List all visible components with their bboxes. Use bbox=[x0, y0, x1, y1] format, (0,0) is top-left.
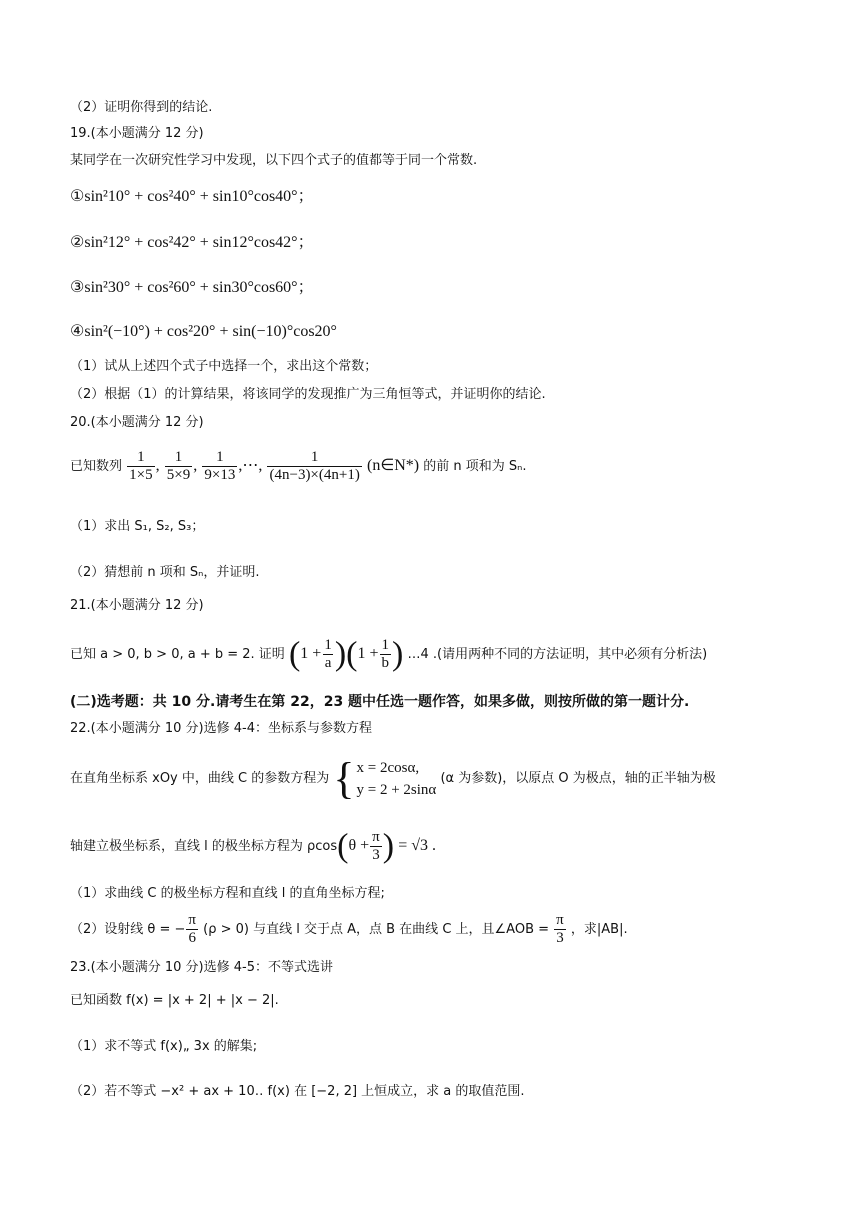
section-heading: (二)选考题：共 10 分.请考生在第 22，23 题中任选一题作答，如果多做，则按所做的第一题计分. bbox=[70, 694, 690, 710]
q22-part1: （1）求曲线 C 的极坐标方程和直线 l 的直角坐标方程; bbox=[70, 886, 385, 901]
q20-fraction-1: $\frac{1}{1\times 5}$ bbox=[129, 449, 153, 483]
q22-line2: 轴建立极坐标系，直线 l 的极坐标方程为 ρcos(θ + $\frac{\pi}{3}$ ) = √3 . bbox=[70, 827, 437, 865]
q23-lead: 已知函数 f(x) = |x + 2| + |x − 2|. bbox=[70, 993, 279, 1008]
q22-fraction-pi-3b: $\frac{\pi}{3}$ bbox=[556, 912, 564, 946]
q22-tail: (α 为参数)，以原点 O 为极点，轴的正半轴为极 bbox=[440, 771, 716, 786]
q21-fraction-a: $\frac{1}{a}$ bbox=[324, 637, 332, 671]
q19-header: 19.(本小题满分 12 分) bbox=[70, 126, 204, 141]
q20-part2: （2）猜想前 n 项和 Sₙ，并证明. bbox=[70, 565, 260, 580]
q22-parametric-system: { x = 2cosα, y = 2 + 2sinα bbox=[333, 753, 437, 803]
q23-part1: （1）求不等式 f(x)„ 3x 的解集; bbox=[70, 1039, 258, 1054]
q19-part1: （1）试从上述四个式子中选择一个，求出这个常数； bbox=[70, 359, 378, 374]
q21-fraction-b: $\frac{1}{b}$ bbox=[381, 637, 389, 671]
q19-expr1: ①sin²10° + cos²40° + sin10°cos40°； bbox=[70, 188, 314, 205]
q22-part2: （2）设射线 θ = − $\frac{\pi}{6}$ (ρ > 0) 与直线 l 交于点 A，点 B 在曲线 C 上，且∠AOB = $\frac{\pi}{3}$ ，求|AB|. bbox=[70, 912, 628, 946]
q21-tail: …4 .(请用两种不同的方法证明，其中必须有分析法) bbox=[407, 647, 708, 662]
q22-fraction-pi-6: $\frac{\pi}{6}$ bbox=[188, 912, 196, 946]
q20-part1: （1）求出 S₁, S₂, S₃； bbox=[70, 519, 205, 534]
q21-lead: 已知 a > 0, b > 0, a + b = 2. 证明 bbox=[70, 647, 285, 662]
q20-condition: (n∈N*) bbox=[366, 457, 420, 474]
q22-lead: 在直角坐标系 xOy 中，曲线 C 的参数方程为 bbox=[70, 771, 330, 786]
q19-part2: （2）根据（1）的计算结果，将该同学的发现推广为三角恒等式，并证明你的结论. bbox=[70, 387, 546, 402]
q20-lead: 已知数列 bbox=[70, 459, 123, 474]
q21-header: 21.(本小题满分 12 分) bbox=[70, 598, 204, 613]
q21-statement: 已知 a > 0, b > 0, a + b = 2. 证明 (1 + $\frac{1}{a}$ )(1 + $\frac{1}{b}$ ) …4 .(请用两种不同的方法证明，其中必须有分析法) bbox=[70, 635, 708, 673]
q19-expr2: ②sin²12° + cos²42° + sin12°cos42°； bbox=[70, 234, 314, 251]
q22-header: 22.(本小题满分 10 分)选修 4-4：坐标系与参数方程 bbox=[70, 721, 372, 736]
q20-header: 20.(本小题满分 12 分) bbox=[70, 415, 204, 430]
q18-part2: （2）证明你得到的结论. bbox=[70, 100, 213, 115]
q20-fraction-2: $\frac{1}{5\times 9}$ bbox=[166, 449, 191, 483]
q23-part2: （2）若不等式 −x² + ax + 10‥ f(x) 在 [−2, 2] 上恒成立，求 a 的取值范围. bbox=[70, 1084, 525, 1099]
q23-header: 23.(本小题满分 10 分)选修 4-5：不等式选讲 bbox=[70, 960, 333, 975]
q22-fraction-pi-3: $\frac{\pi}{3}$ bbox=[372, 829, 380, 863]
q22-statement bbox=[70, 753, 716, 803]
q19-expr3: ③sin²30° + cos²60° + sin30°cos60°； bbox=[70, 279, 314, 296]
q20-fraction-3: $\frac{1}{9\times 13}$ bbox=[204, 449, 236, 483]
q20-sequence: 已知数列 $\frac{1}{1\times 5}$ , $\frac{1}{5\times 9}$ , $\frac{1}{9\times 13}$ ,⋯, $\frac{1}{(4n-3)\times(4n+1)}$ (n∈N*) 的前 n 项和为 Sₙ. bbox=[70, 449, 527, 483]
q19-expr4: ④sin²(−10°) + cos²20° + sin(−10)°cos20° bbox=[70, 323, 337, 340]
q19-intro: 某同学在一次研究性学习中发现，以下四个式子的值都等于同一个常数. bbox=[70, 153, 478, 168]
q20-fraction-4: $\frac{1}{(4n-3)\times(4n+1)}$ bbox=[269, 449, 360, 483]
q20-tail: 的前 n 项和为 Sₙ. bbox=[423, 459, 527, 474]
